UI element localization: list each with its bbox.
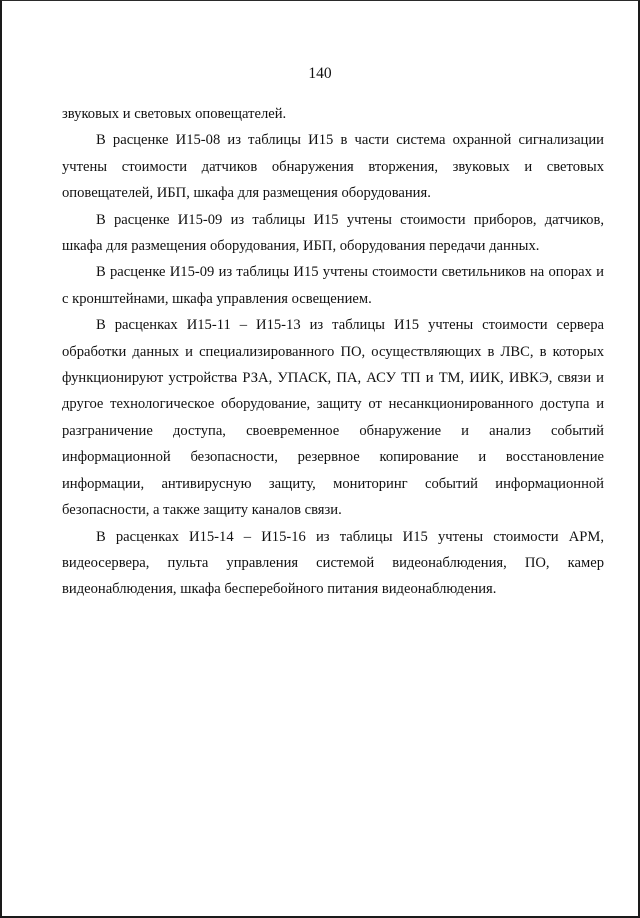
paragraph-i15-11-13: В расценках И15-11 – И15-13 из таблицы И15 учтены стоимости сервера обработки данных и специализированного ПО, осуществляющих в ЛВС, в которых функционируют устройства РЗА, УПАСК, ПА, АСУ ТП и ТМ, ИИК, ИВКЭ, связи и другое технологическое оборудование, защиту от несанкционированного доступа и разграничение доступа, своевременное обнаружение и анализ событий информационной безопасности, резервное копирование и восстановление информации, антивирусную защиту, мониторинг событий информационной безопасности, а также защиту каналов связи.: [62, 317, 604, 519]
document-body: [62, 101, 604, 603]
page-number: 140: [308, 65, 332, 82]
paragraph-continuation: звуковых и световых оповещателей.: [62, 106, 287, 122]
paragraph-i15-14-16: В расценках И15-14 – И15-16 из таблицы И15 учтены стоимости АРМ, видеосервера, пульта управления системой видеонаблюдения, ПО, камер видеонаблюдения, шкафа бесперебойного питания видеонаблюдения.: [62, 528, 604, 598]
paragraph-i15-08: В расценке И15-08 из таблицы И15 в части система охранной сигнализации учтены стоимости датчиков обнаружения вторжения, звуковых и световых оповещателей, ИБП, шкафа для размещения оборудования.: [62, 132, 604, 202]
paragraph-i15-09-devices: В расценке И15-09 из таблицы И15 учтены стоимости приборов, датчиков, шкафа для размещения оборудования, ИБП, оборудования передачи данных.: [62, 211, 604, 255]
paragraph-i15-09-lighting: В расценке И15-09 из таблицы И15 учтены стоимости светильников на опорах и с кронштейнами, шкафа управления освещением.: [62, 264, 604, 307]
